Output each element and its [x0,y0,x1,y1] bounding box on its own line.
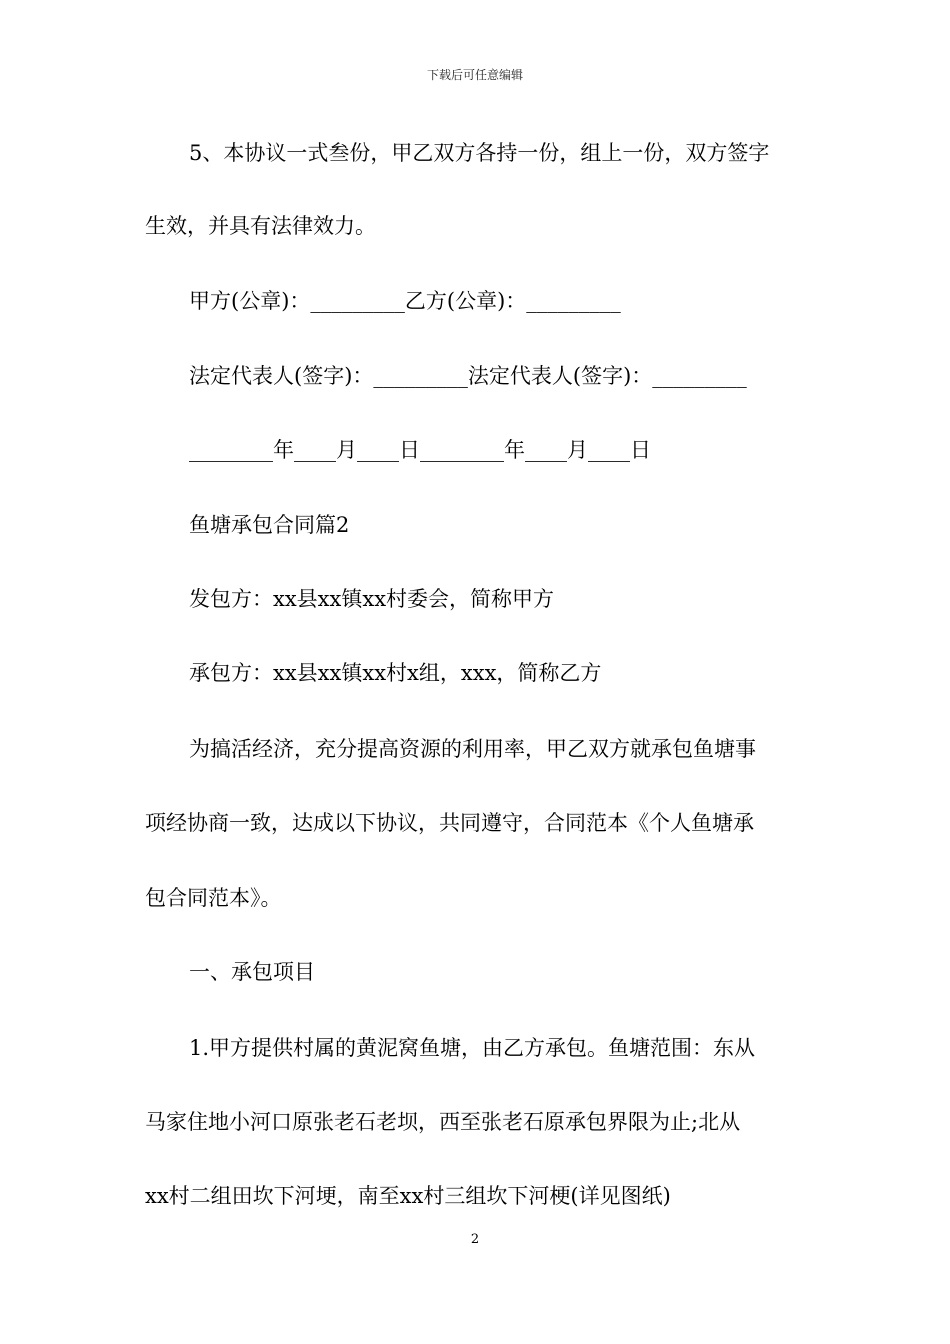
paragraph-line: 马家住地小河口原张老石老坝，西至张老石原承包界限为止;北从 [145,1110,741,1134]
section-title: 鱼塘承包合同篇2 [189,513,350,537]
page-header: 下载后可任意编辑 [426,68,523,82]
paragraph-line: xx村二组田坎下河埂，南至xx村三组坎下河梗(详见图纸) [145,1184,671,1208]
clause-heading: 一、承包项目 [189,960,315,984]
paragraph-line: 生效，并具有法律效力。 [145,214,376,238]
signature-line-seal: 甲方(公章)：_________乙方(公章)：_________ [189,289,621,313]
paragraph-line: 为搞活经济，充分提高资源的利用率，甲乙双方就承包鱼塘事 [189,737,756,761]
party-a-line: 发包方：xx县xx镇xx村委会，简称甲方 [189,587,555,611]
signature-line-date: ________年____月____日________年____月____日 [189,438,651,462]
page-number: 2 [470,1232,480,1247]
paragraph-line: 项经协商一致，达成以下协议，共同遵守，合同范本《个人鱼塘承 [145,811,754,835]
signature-line-representative: 法定代表人(签字)：_________法定代表人(签字)：_________ [189,364,747,388]
party-b-line: 承包方：xx县xx镇xx村x组，xxx，简称乙方 [189,661,602,685]
paragraph-line: 1.甲方提供村属的黄泥窝鱼塘，由乙方承包。鱼塘范围：东从 [189,1036,756,1060]
paragraph-line: 包合同范本》。 [145,886,282,910]
paragraph-line: 5、本协议一式叁份，甲乙双方各持一份，组上一份，双方签字 [189,141,770,165]
